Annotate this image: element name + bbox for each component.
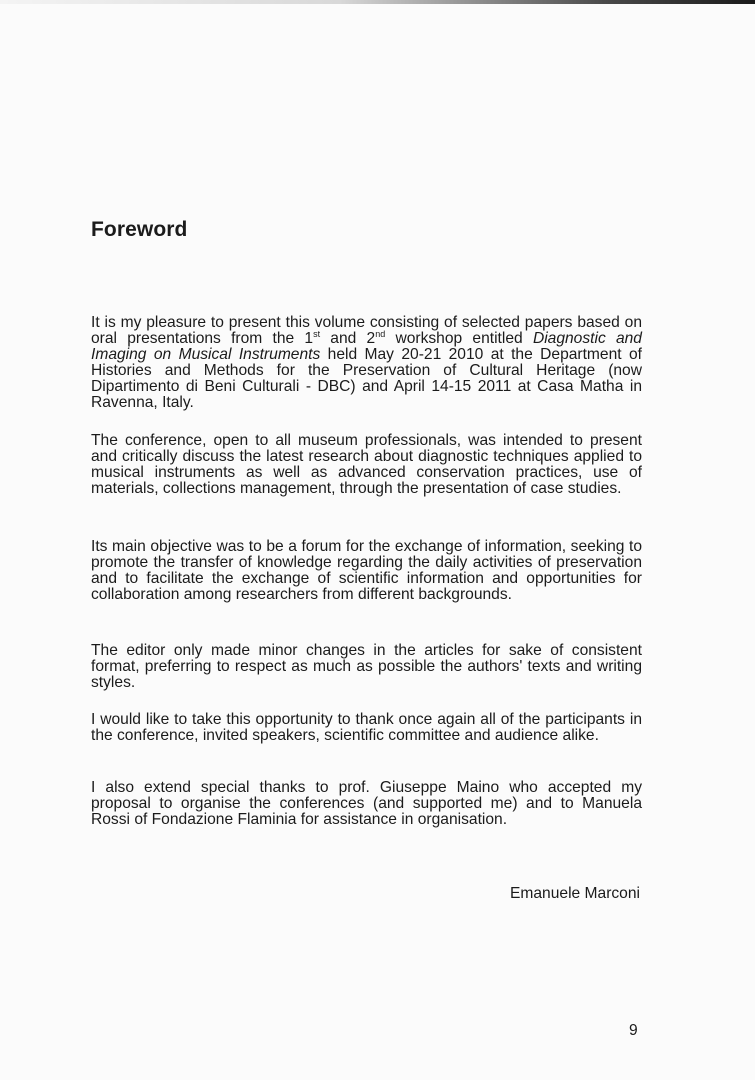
ordinal-suffix-first: st <box>313 328 321 339</box>
paragraph-intro-and: and 2 <box>320 330 376 347</box>
paragraph-intro-rest: held May 20-21 2010 at the Department of Histories and Methods for the Preservation of Cultural Heritage (now Dipartimento di Beni Culturali - DBC) and April 14-15 2011 at Casa Matha in Ravenna, Italy. <box>91 346 642 411</box>
paragraph-thanks: I would like to take this opportunity to thank once again all of the participants in the conference, invited speakers, scientific committee and audience alike. <box>91 711 642 744</box>
paragraph-conference: The conference, open to all museum professionals, was intended to present and critically discuss the latest research about diagnostic techniques applied to musical instruments as well as advanced conservation practices, use of materials, collections management, through the presentation of case studies. <box>91 432 642 497</box>
author-signature: Emanuele Marconi <box>509 885 640 902</box>
page-title: Foreword <box>91 218 188 241</box>
ordinal-suffix-second: nd <box>375 328 386 339</box>
page-number: 9 <box>629 1022 638 1039</box>
paragraph-objective: Its main objective was to be a forum for the exchange of information, seeking to promote the transfer of knowledge regarding the daily activities of preservation and to facilitate the exchange of scientific information and opportunities for collaboration among researchers from different backgrounds. <box>91 538 642 603</box>
page-top-edge <box>0 0 755 4</box>
paragraph-intro-workshop: workshop entitled <box>385 330 533 347</box>
paragraph-intro-start: It is my pleasure to present this volume consisting of selected papers based on oral presentations from the 1 <box>91 314 642 347</box>
paragraph-special-thanks: I also extend special thanks to prof. Giuseppe Maino who accepted my proposal to organise the conferences (and supported me) and to Manuela Rossi of Fondazione Flaminia for assistance in organisation. <box>91 779 642 828</box>
paragraph-intro <box>91 315 642 411</box>
workshop-title: Diagnostic and Imaging on Musical Instruments <box>91 330 642 363</box>
paragraph-editor-note: The editor only made minor changes in the articles for sake of consistent format, preferring to respect as much as possible the authors' texts and writing styles. <box>91 642 642 691</box>
